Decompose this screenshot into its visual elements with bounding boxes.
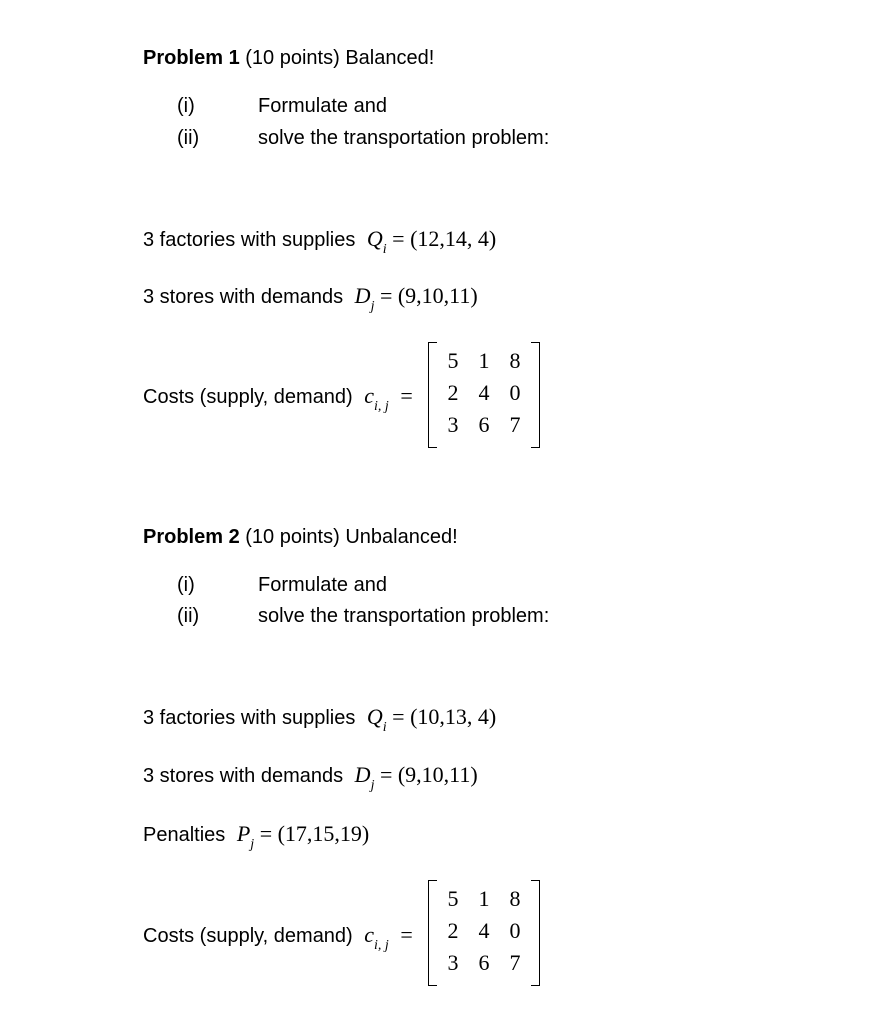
matrix-left-bracket xyxy=(428,880,437,986)
problem-2-demands xyxy=(143,762,478,793)
matrix-cell: 4 xyxy=(478,380,490,405)
problem-2-item-2-text: solve the transportation problem: xyxy=(258,605,550,627)
problem-2-supplies xyxy=(143,704,497,735)
problem-1-cost-matrix xyxy=(428,342,540,448)
demands-label: 3 stores with demands xyxy=(143,765,344,787)
problem-1-supplies xyxy=(143,226,497,257)
problem-2-costs xyxy=(143,922,413,953)
matrix-cell: 0 xyxy=(509,918,521,943)
matrix-cell: 5 xyxy=(447,886,459,911)
problem-1-title: Problem 1 xyxy=(143,47,240,69)
problem-1-item-1-number: (i) xyxy=(177,95,195,117)
matrix-right-bracket xyxy=(531,880,540,986)
demands-value: = (9,10,11) xyxy=(379,762,478,787)
matrix-cell: 0 xyxy=(509,380,521,405)
matrix-cell: 8 xyxy=(509,348,521,373)
demands-value: = (9,10,11) xyxy=(379,283,478,308)
penalties-value: = (17,15,19) xyxy=(259,821,370,846)
costs-equals: = xyxy=(400,383,413,408)
matrix-cell: 2 xyxy=(447,918,459,943)
penalties-variable: P xyxy=(236,821,251,846)
problem-2-penalties xyxy=(143,821,370,852)
matrix-row xyxy=(438,950,530,980)
demands-subscript: j xyxy=(370,299,375,314)
penalties-label: Penalties xyxy=(143,824,226,846)
problem-2-title: Problem 2 xyxy=(143,526,240,548)
problem-2-points: (10 points) Unbalanced! xyxy=(245,526,458,548)
demands-variable: D xyxy=(354,283,371,308)
matrix-cell: 6 xyxy=(478,950,490,975)
matrix-cell: 1 xyxy=(478,348,490,373)
problem-1-costs xyxy=(143,383,413,414)
problem-1-item-2-number: (ii) xyxy=(177,127,200,149)
supplies-variable: Q xyxy=(366,226,383,251)
problem-1-points: (10 points) Balanced! xyxy=(245,47,435,69)
problem-2-item-1-number: (i) xyxy=(177,574,195,596)
supplies-label: 3 factories with supplies xyxy=(143,229,356,251)
matrix-row xyxy=(438,380,530,410)
problem-2-cost-matrix xyxy=(428,880,540,986)
matrix-cell: 3 xyxy=(447,950,459,975)
problem-1-item-2-text: solve the transportation problem: xyxy=(258,127,550,149)
costs-variable: c xyxy=(364,922,375,947)
matrix-cell: 2 xyxy=(447,380,459,405)
matrix-row xyxy=(438,918,530,948)
demands-subscript: j xyxy=(370,778,375,793)
problem-2-item-2-number: (ii) xyxy=(177,605,200,627)
costs-label: Costs (supply, demand) xyxy=(143,386,353,408)
costs-label: Costs (supply, demand) xyxy=(143,925,353,947)
supplies-label: 3 factories with supplies xyxy=(143,707,356,729)
matrix-right-bracket xyxy=(531,342,540,448)
demands-label: 3 stores with demands xyxy=(143,286,344,308)
matrix-row xyxy=(438,886,530,916)
matrix-cell: 4 xyxy=(478,918,490,943)
supplies-variable: Q xyxy=(366,704,383,729)
problem-1-heading xyxy=(143,47,434,70)
costs-variable: c xyxy=(364,383,375,408)
matrix-cell: 5 xyxy=(447,348,459,373)
costs-equals: = xyxy=(400,922,413,947)
supplies-subscript: i xyxy=(382,720,387,735)
problem-1-item-1-text: Formulate and xyxy=(258,95,387,117)
matrix-row xyxy=(438,412,530,442)
matrix-left-bracket xyxy=(428,342,437,448)
problem-1-demands xyxy=(143,283,478,314)
problem-2-item-1-text: Formulate and xyxy=(258,574,387,596)
demands-variable: D xyxy=(354,762,371,787)
penalties-subscript: j xyxy=(250,837,255,852)
matrix-cell: 3 xyxy=(447,412,459,437)
supplies-subscript: i xyxy=(382,242,387,257)
costs-subscript: i, j xyxy=(374,938,389,953)
supplies-value: = (12,14, 4) xyxy=(392,226,497,251)
matrix-cell: 7 xyxy=(509,412,521,437)
costs-subscript: i, j xyxy=(374,399,389,414)
matrix-cell: 7 xyxy=(509,950,521,975)
supplies-value: = (10,13, 4) xyxy=(392,704,497,729)
matrix-cell: 1 xyxy=(478,886,490,911)
problem-2-heading xyxy=(143,526,458,549)
matrix-cell: 6 xyxy=(478,412,490,437)
matrix-row xyxy=(438,348,530,378)
matrix-cell: 8 xyxy=(509,886,521,911)
